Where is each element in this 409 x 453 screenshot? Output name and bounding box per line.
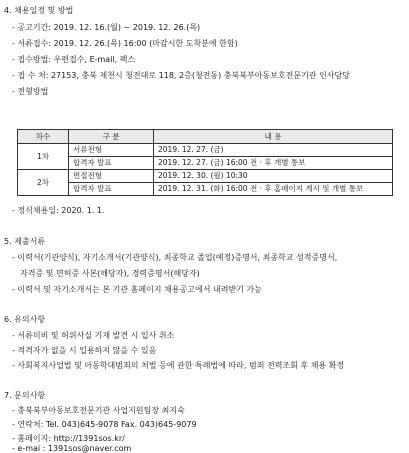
notice-1: - 서류미비 및 허위사실 기재 발견 시 입사 취소 xyxy=(12,331,175,340)
stage-2-cell: 2차 xyxy=(18,170,69,196)
contact-email: - e-mai : 1391sos@naver.com xyxy=(12,444,132,453)
table-row xyxy=(18,144,393,157)
table-row xyxy=(18,183,393,196)
table-row xyxy=(18,170,393,183)
documents-download-note: - 이력서 및 자기소개서는 본 기관 홈페이지 채용공고에서 내려받기 가능 xyxy=(12,285,262,294)
stage-2b-value: 2019. 12. 31. (화) 16:00 전 · 후 홈페이지 게시 및 개별 통보 xyxy=(154,183,393,196)
application-method: - 접수방법: 우편접수, E-mail, 팩스 xyxy=(12,55,136,64)
stage-2a-label: 면접전형 xyxy=(69,170,154,183)
stage-1b-value: 2019. 12. 27. (금) 16:00 전 · 후 개별 통보 xyxy=(154,157,393,170)
schedule-table xyxy=(17,129,393,196)
notice-3: - 사회복지사업법 및 아동학대범죄의 처벌 등에 관한 특례법에 따라, 범죄 전력조회 후 채용 확정 xyxy=(12,361,345,370)
application-deadline: - 서류접수: 2019. 12. 26.(목) 16:00 (마감시한 도착분에 한함) xyxy=(12,39,238,48)
section-7-title: 7. 문의사항 xyxy=(4,391,46,400)
header-stage: 차수 xyxy=(18,130,69,144)
section-4-title: 4. 채용일정 및 방법 xyxy=(4,6,74,15)
stage-1b-label: 합격자 발표 xyxy=(69,157,154,170)
header-content: 내 용 xyxy=(154,130,393,144)
contact-phone: - 연락처: Tel. 043)645-9078 Fax. 043)645-9079 xyxy=(12,420,197,429)
documents-list: - 이력서(기관양식), 자기소개서(기관양식), 최종학교 졸업(예정)증명서, 최종학교 성적증명서, xyxy=(12,253,338,262)
posting-period: - 공고기간: 2019. 12. 16.(월) ~ 2019. 12. 26.(목) xyxy=(12,23,201,32)
section-6-title: 6. 유의사항 xyxy=(4,315,46,324)
application-address: - 접 수 처: 27153, 충북 제천시 청전대로 118, 2층(청전동) 충북북부아동보호전문기관 인사담당 xyxy=(12,71,350,80)
stage-1a-value: 2019. 12. 27. (금) xyxy=(154,144,393,157)
contact-person: - 충북북부아동보호전문기관 사업지원팀장 최지숙 xyxy=(12,406,185,415)
table-row xyxy=(18,157,393,170)
section-5-title: 5. 제출서류 xyxy=(4,237,46,246)
contact-homepage: - 홈페이지: http://1391sos.kr/ xyxy=(12,434,125,443)
header-division: 구 분 xyxy=(69,130,154,144)
stage-1a-label: 서류전형 xyxy=(69,144,154,157)
stage-1-cell: 1차 xyxy=(18,144,69,170)
documents-list-continued: 자격증 및 면허증 사본(해당자), 경력증명서(해당자) xyxy=(20,269,200,278)
stage-2a-value: 2019. 12. 30. (월) 10:30 xyxy=(154,170,393,183)
notice-2: - 적격자가 없을 시 입용하지 않을 수 있음 xyxy=(12,346,157,355)
table-header-row xyxy=(18,130,393,144)
start-date: - 정식채용일: 2020. 1. 1. xyxy=(12,206,105,215)
stage-2b-label: 합격자 발표 xyxy=(69,183,154,196)
selection-method-label: - 전형방법 xyxy=(12,87,49,96)
